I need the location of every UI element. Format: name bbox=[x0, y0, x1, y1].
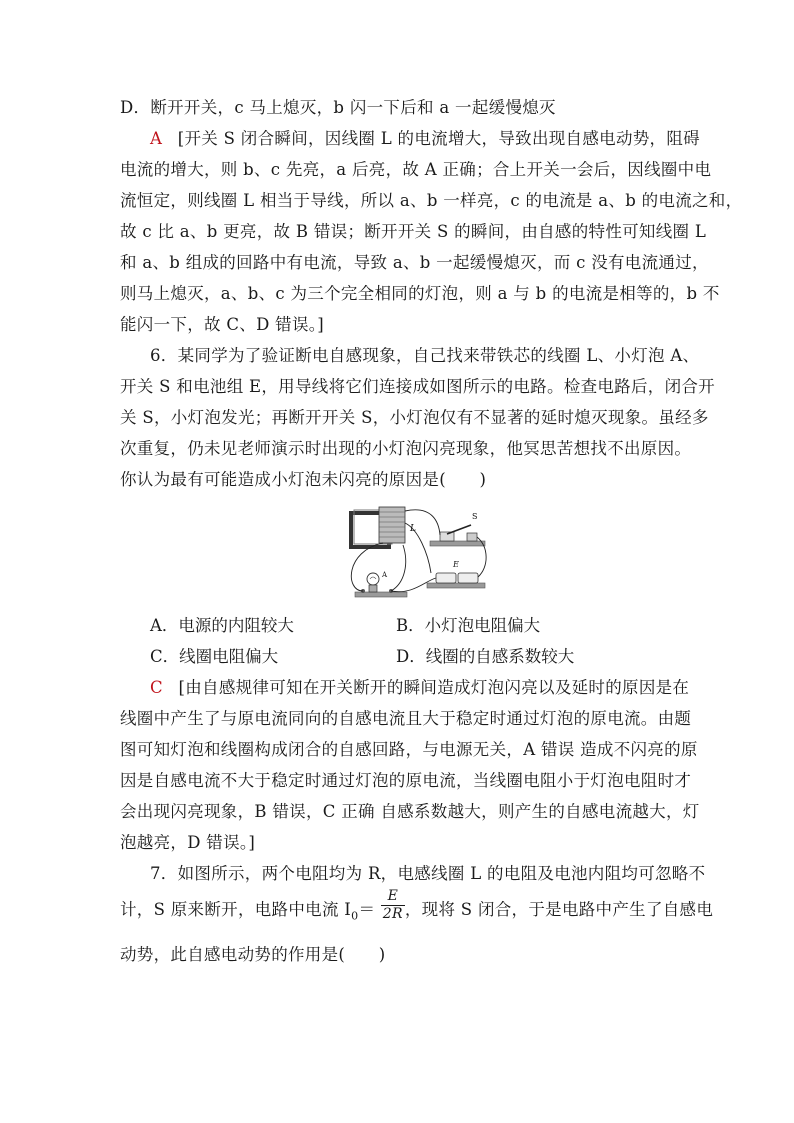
q6-option-a: A．电源的内阻较大 bbox=[150, 616, 294, 635]
q6-stem-line-1: 6．某同学为了验证断电自感现象，自己找来带铁芯的线圈 L、小灯泡 A、 bbox=[150, 346, 700, 365]
switch-base-board bbox=[430, 541, 485, 546]
q5-explanation-line-7: 能闪一下，故 C、D 错误。] bbox=[120, 315, 325, 334]
q6-option-b: B．小灯泡电阻偏大 bbox=[396, 616, 541, 635]
battery-cell-1 bbox=[436, 573, 456, 583]
q6-stem-line-5: 你认为最有可能造成小灯泡未闪亮的原因是( ) bbox=[120, 470, 487, 489]
q5-explanation-line-5: 和 a、b 组成的回路中有电流，导致 a、b 一起缓慢熄灭，而 c 没有电流通过， bbox=[120, 253, 709, 272]
q6-option-c: C．线圈电阻偏大 bbox=[150, 647, 279, 666]
q5-explanation-line-2: 电流的增大，则 b、c 先亮，a 后亮，故 A 正确；合上开关一会后，因线圈中电 bbox=[120, 160, 712, 179]
circuit-diagram bbox=[343, 503, 491, 603]
q6-stem-line-2: 开关 S 和电池组 E，用导线将它们连接成如图所示的电路。检查电路后，闭合开 bbox=[120, 377, 715, 396]
coil-winding bbox=[379, 507, 405, 543]
q7-stem-after: ，现将 S 闭合，于是电路中产生了自感电 bbox=[404, 900, 714, 919]
q5-explanation-text: [开关 S 闭合瞬间，因线圈 L 的电流增大，导致出现自感电动势，阻碍 bbox=[177, 129, 700, 148]
q6-explanation-line-1 bbox=[150, 678, 689, 698]
bulb-glass bbox=[367, 573, 379, 585]
label-switch: S bbox=[472, 512, 478, 521]
q6-stem-line-3: 关 S，小灯泡发光；再断开开关 S，小灯泡仅有不显著的延时熄灭现象。虽经多 bbox=[120, 408, 709, 427]
q6-explanation-line-3: 图可知灯泡和线圈构成闭合的自感回路，与电源无关，A 错误 造成不闪亮的原 bbox=[120, 740, 698, 759]
q6-stem-line-4: 次重复，仍未见老师演示时出现的小灯泡闪亮现象，他冥思苦想找不出原因。 bbox=[120, 439, 692, 458]
q5-option-d: D．断开开关，c 马上熄灭，b 闪一下后和 a 一起缓慢熄灭 bbox=[120, 98, 556, 117]
circuit-figure bbox=[343, 503, 491, 603]
q6-explanation-text: [由自感规律可知在开关断开的瞬间造成灯泡闪亮以及延时的原因是在 bbox=[178, 678, 690, 697]
q7-stem-line-3: 动势，此自感电动势的作用是( ) bbox=[120, 945, 386, 964]
q5-explanation-line-3: 流恒定，则线圈 L 相当于导线，所以 a、b 一样亮，c 的电流是 a、b 的电流之和， bbox=[120, 191, 743, 210]
q6-answer-letter: C bbox=[150, 678, 163, 697]
q6-explanation-line-6: 泡越亮，D 错误。] bbox=[120, 833, 256, 852]
q6-explanation-line-5: 会出现闪亮现象，B 错误，C 正确 自感系数越大，则产生的自感电流越大，灯 bbox=[120, 802, 700, 821]
label-bulb: A bbox=[382, 571, 388, 579]
q6-explanation-line-2: 线圈中产生了与原电流同向的自感电流且大于稳定时通过灯泡的原电流。由题 bbox=[120, 709, 692, 728]
bulb-socket bbox=[369, 585, 377, 592]
switch-contact bbox=[467, 533, 477, 541]
q6-explanation-line-4: 因是自感电流不大于稳定时通过灯泡的原电流，当线圈电阻小于灯泡电阻时才 bbox=[120, 771, 692, 790]
q7-fraction bbox=[381, 888, 405, 923]
q5-explanation-line-4: 故 c 比 a、b 更亮，故 B 错误；断开开关 S 的瞬间，由自感的特性可知线圈 L bbox=[120, 222, 707, 241]
label-coil: L bbox=[410, 524, 416, 534]
battery-base-board bbox=[427, 583, 485, 588]
q7-fraction-numerator: E bbox=[381, 888, 405, 906]
q7-stem-line-1: 7．如图所示，两个电阻均为 R，电感线圈 L 的电阻及电池内阻均可忽略不 bbox=[150, 864, 706, 883]
q7-stem-before: 计，S 原来断开，电路中电流 I bbox=[120, 900, 352, 919]
q5-answer-letter: A bbox=[150, 129, 163, 148]
q6-option-d: D．线圈的自感系数较大 bbox=[396, 647, 575, 666]
label-battery: E bbox=[453, 560, 459, 569]
q7-stem-line-2 bbox=[120, 888, 714, 926]
q5-explanation-line-6: 则马上熄灭，a、b、c 为三个完全相同的灯泡，则 a 与 b 的电流是相等的，b 不 bbox=[120, 284, 720, 303]
q7-fraction-denominator: 2R bbox=[382, 906, 403, 922]
battery-cell-2 bbox=[458, 573, 478, 583]
q5-explanation-line-1 bbox=[150, 129, 700, 149]
q7-current-subscript: 0 bbox=[351, 909, 359, 923]
q7-equals: ＝ bbox=[358, 900, 376, 919]
